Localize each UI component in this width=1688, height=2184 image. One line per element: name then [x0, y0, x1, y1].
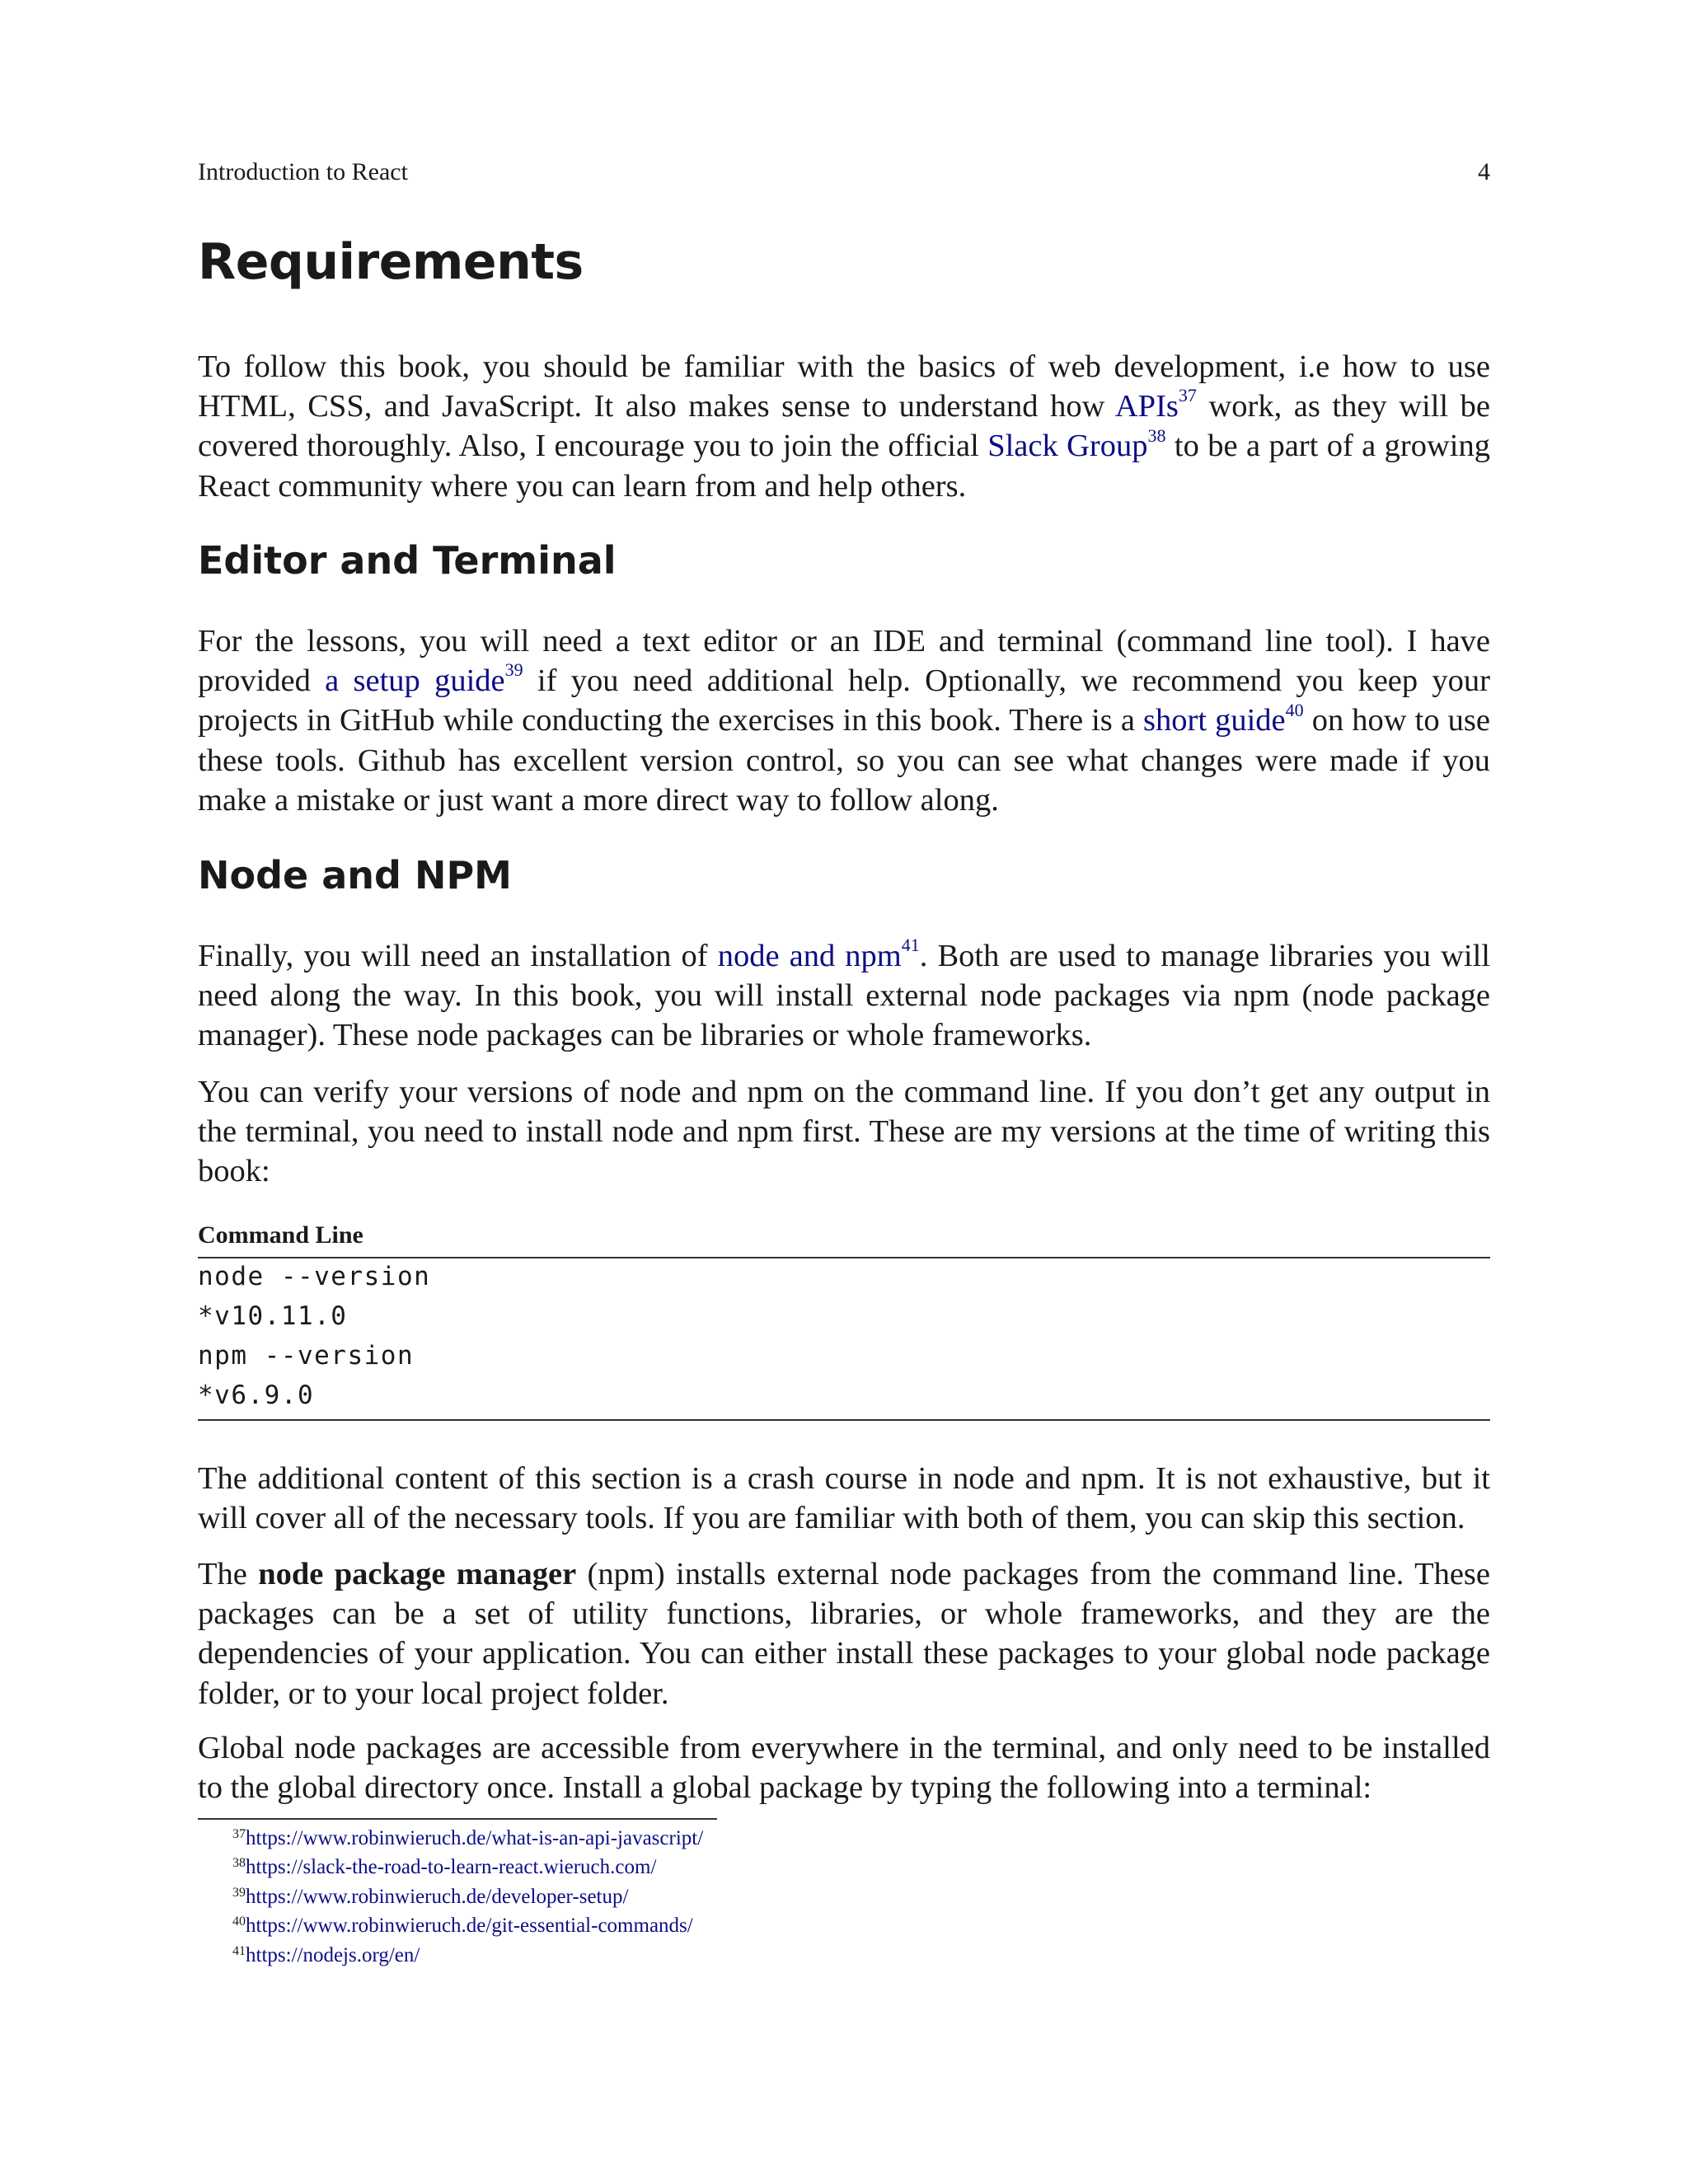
link-short-guide[interactable]: short guide — [1143, 703, 1286, 738]
footnote-link[interactable]: https://nodejs.org/en/ — [246, 1943, 420, 1966]
footnote-ref-37[interactable]: 37 — [1178, 385, 1197, 406]
paragraph-editor — [198, 621, 1490, 820]
footnote-link[interactable]: https://www.robinwieruch.de/what-is-an-api-javascript/ — [246, 1827, 704, 1849]
subsection-title-node: Node and NPM — [198, 853, 512, 898]
bold-term: node package manager — [258, 1557, 577, 1591]
link-apis[interactable]: APIs — [1114, 389, 1179, 424]
footnote-link[interactable]: https://slack-the-road-to-learn-react.wieruch.com/ — [246, 1856, 657, 1879]
text-run: The — [198, 1557, 259, 1591]
subsection-title-editor: Editor and Terminal — [198, 538, 617, 583]
footnote-number: 37 — [232, 1827, 246, 1841]
paragraph-node-4 — [198, 1554, 1490, 1713]
footnote-ref-38[interactable]: 38 — [1147, 424, 1166, 446]
page-number: 4 — [1478, 158, 1490, 185]
footnote-ref-40[interactable]: 40 — [1285, 699, 1304, 720]
text-run: To follow this book, you should be familiar with the basics of web development, i.e how to use HTML, CSS, and JavaScript. It also makes sense to understand how — [198, 349, 1490, 424]
paragraph-node-2: You can verify your versions of node and npm on the command line. If you don’t get any output in the terminal, you need to install node and npm first. These are my versions at the time of writing this book: — [198, 1075, 1490, 1189]
code-line: *v10.11.0 — [198, 1301, 348, 1331]
section-title-requirements: Requirements — [198, 233, 584, 291]
text-run: . Both are used to manage libraries you will need along the way. In this book, you will install external node packages via npm (node package manager). These node packages can be libraries or whole frameworks. — [198, 939, 1491, 1053]
text-run: on how to use these tools. Github has excellent version control, so you can see what changes were made if you make a mistake or just want a more direct way to follow along. — [198, 703, 1490, 818]
text-run: Finally, you will need an installation of — [198, 939, 718, 973]
running-header — [198, 158, 1490, 191]
code-line: *v6.9.0 — [198, 1380, 315, 1410]
code-block-label: Command Line — [198, 1221, 363, 1249]
code-line: node --version — [198, 1262, 431, 1291]
text-run: to be a part of a growing React community where you can learn from and help others. — [198, 429, 1490, 504]
footnote-ref-41[interactable]: 41 — [901, 935, 920, 956]
footnote-item — [232, 1854, 703, 1883]
link-setup-guide[interactable]: a setup guide — [325, 663, 505, 699]
text-run: For the lessons, you will need a text editor or an IDE and terminal (command line tool). I have provided — [198, 624, 1490, 699]
paragraph-requirements — [198, 347, 1490, 506]
footnote-link[interactable]: https://www.robinwieruch.de/developer-setup/ — [246, 1885, 629, 1908]
footnote-item — [232, 1884, 703, 1913]
text-run: if you need additional help. Optionally, we recommend you keep your projects in GitHub while conducting the exercises in this book. There is a — [198, 663, 1491, 738]
paragraph-node-3: The additional content of this section is a crash course in node and npm. It is not exhaustive, but it will cover all of the necessary tools. If you are familiar with both of them, you can skip this section. — [198, 1461, 1490, 1536]
paragraph-node-5: Global node packages are accessible from everywhere in the terminal, and only need to be installed to the global directory once. Install a global package by typing the following into a terminal: — [198, 1731, 1490, 1806]
footnote-number: 41 — [232, 1943, 246, 1958]
link-node-and-npm[interactable]: node and npm — [717, 939, 902, 973]
footnote-number: 38 — [232, 1856, 246, 1871]
text-run: (npm) installs external node packages from the command line. These packages can be a set of utility functions, libraries, or whole frameworks, and they are the dependencies of your application. You can either install these packages to your global node package folder, or to your local project folder. — [198, 1557, 1491, 1711]
footnote-number: 39 — [232, 1885, 246, 1900]
running-title: Introduction to React — [198, 158, 408, 185]
footnote-item — [232, 1825, 703, 1854]
footnote-link[interactable]: https://www.robinwieruch.de/git-essential-commands/ — [246, 1915, 693, 1938]
code-block — [198, 1257, 1490, 1421]
text-run: work, as they will be covered thoroughly. Also, I encourage you to join the official — [198, 389, 1490, 464]
paragraph-node-1 — [198, 936, 1490, 1056]
footnote-divider — [198, 1818, 717, 1820]
link-slack-group[interactable]: Slack Group — [987, 429, 1148, 464]
footnote-item — [232, 1943, 703, 1971]
footnote-item — [232, 1913, 703, 1942]
footnotes — [232, 1825, 703, 1971]
code-line: npm --version — [198, 1341, 415, 1371]
footnote-ref-39[interactable]: 39 — [504, 659, 523, 681]
footnote-number: 40 — [232, 1915, 246, 1929]
